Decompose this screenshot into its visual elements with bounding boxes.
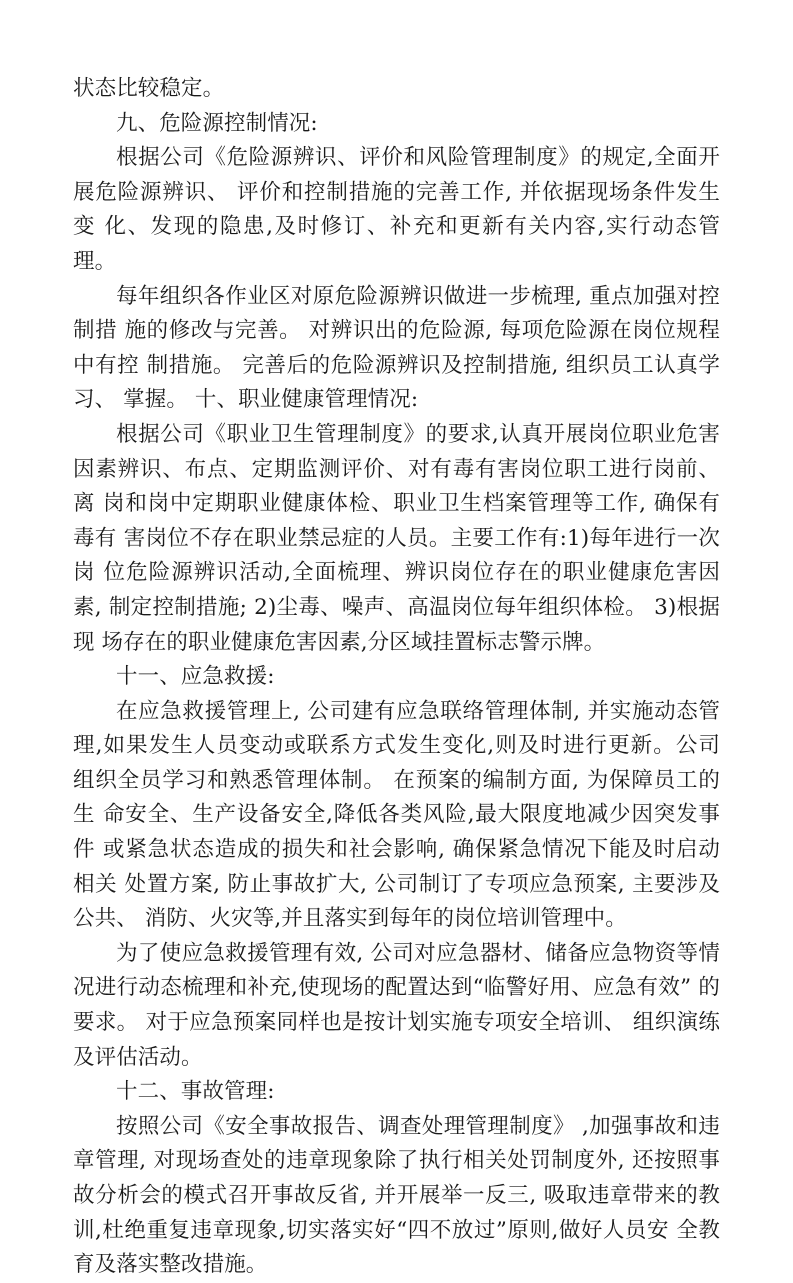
paragraph-annual-review: 每年组织各作业区对原危险源辨识做进一步梳理, 重点加强对控制措 施的修改与完善。 对辨识出的危险源, 每项危险源在岗位规程中有控 制措施。 完善后的危险源辨识及控制措施, 组织员工认真学习、 掌握。 十、职业健康管理情况:	[73, 283, 720, 413]
paragraph-continuation-state: 状态比较稳定。	[73, 76, 225, 101]
heading-section-nine: 九、危险源控制情况:	[116, 110, 318, 136]
heading-section-twelve: 十二、事故管理:	[116, 1079, 275, 1105]
paragraph-hazard-identification: 根据公司《危险源辨识、评价和风险管理制度》的规定,全面开 展危险源辨识、 评价和控制措施的完善工作, 并依据现场条件发生变 化、发现的隐患,及时修订、补充和更新有关内容,实行动态管理。	[73, 145, 720, 274]
document-body	[73, 72, 720, 1283]
heading-section-eleven: 十一、应急救援:	[116, 664, 275, 690]
paragraph-emergency-materials: 为了使应急救援管理有效, 公司对应急器材、储备应急物资等情 况进行动态梳理和补充,使现场的配置达到“临警好用、应急有效” 的要求。 对于应急预案同样也是按计划实施专项安全培训、 组织演练 及评估活动。	[73, 940, 720, 1070]
paragraph-emergency-rescue: 在应急救援管理上, 公司建有应急联络管理体制, 并实施动态管 理,如果发生人员变动或联系方式发生变化,则及时进行更新。公司 组织全员学习和熟悉管理体制。 在预案的编制方面, 为保障员工的生 命安全、生产设备安全,降低各类风险,最大限度地减少因突发事件 或紧急状态造成的损失和社会影响, 确保紧急情况下能及时启动相关 处置方案, 防止事故扩大, 公司制订了专项应急预案, 主要涉及公共、 消防、火灾等,并且落实到每年的岗位培训管理中。	[73, 698, 720, 932]
paragraph-accident-management: 按照公司《安全事故报告、调查处理管理制度》 ,加强事故和违 章管理, 对现场查处的违章现象除了执行相关处罚制度外, 还按照事故分析会的模式召开事故反省, 并开展举一反三, 吸取违章带来的教 训,杜绝重复违章现象,切实落实好“四不放过”原则,做好人员安 全教育及落实整改措施。	[73, 1113, 720, 1278]
paragraph-occupational-health: 根据公司《职业卫生管理制度》的要求,认真开展岗位职业危害 因素辨识、布点、定期监测评价、对有毒有害岗位职工进行岗前、离 岗和岗中定期职业健康体检、职业卫生档案管理等工作, 确保有毒有 害岗位不存在职业禁忌症的人员。主要工作有:1)每年进行一次岗 位危险源辨识活动,全面梳理、辨识岗位存在的职业健康危害因素, 制定控制措施; 2)尘毒、噪声、高温岗位每年组织体检。 3)根据现 场存在的职业健康危害因素,分区域挂置标志警示牌。	[73, 421, 720, 655]
